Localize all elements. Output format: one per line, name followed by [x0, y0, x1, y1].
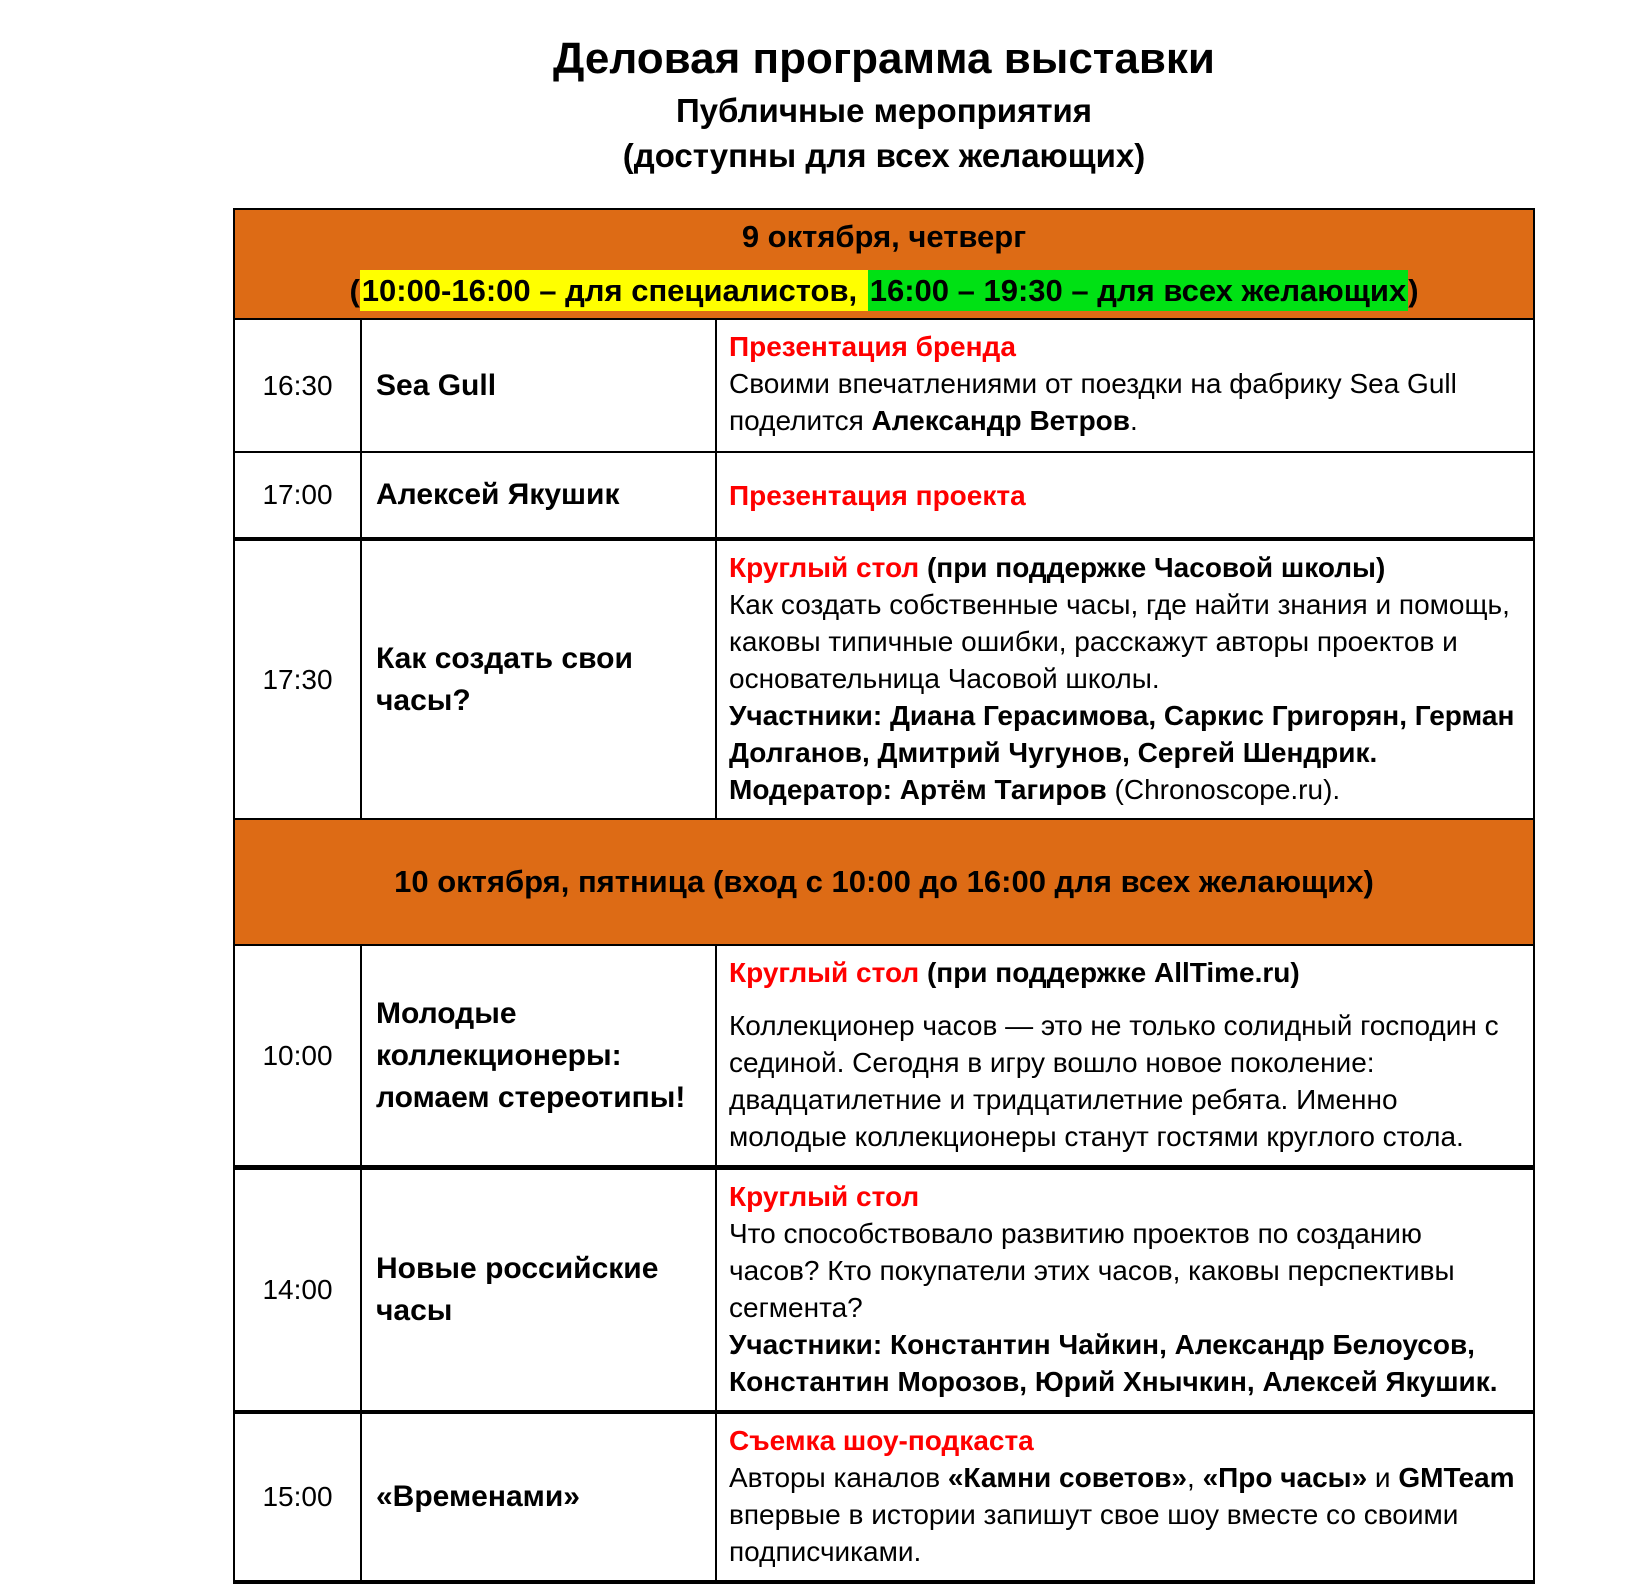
event-channel-1: «Камни советов»	[947, 1462, 1188, 1493]
event-moderator-site: (Chronoscope.ru).	[1106, 774, 1341, 805]
day2-header-band	[235, 820, 1533, 946]
day1-header-band	[235, 210, 1533, 320]
event-row-young-collectors	[235, 946, 1533, 1170]
event-row-vremenami	[235, 1414, 1533, 1580]
event-body-text: Коллекционер часов — это не только солидный господин с сединой. Сегодня в игру вошло новое поколение: двадцатилетние и тридцатилетние ребята. Именно молодые коллекционеры станут гостями круглого стола.	[729, 1010, 1499, 1152]
schedule-table	[233, 208, 1535, 1584]
event-time: 10:00	[235, 946, 362, 1165]
event-type-sponsor: (при поддержке AllTime.ru)	[919, 957, 1300, 988]
day1-admission-times	[349, 271, 1418, 311]
event-row-create-watch	[235, 541, 1533, 820]
event-title: Новые российские часы	[362, 1170, 717, 1410]
event-description	[717, 1414, 1533, 1580]
event-moderator: Модератор: Артём Тагиров	[729, 774, 1107, 805]
event-description	[717, 1170, 1533, 1410]
event-time: 14:00	[235, 1170, 362, 1410]
event-row-yakushik	[235, 453, 1533, 541]
event-type-label: Круглый стол	[729, 957, 920, 988]
event-title: Как создать свои часы?	[362, 541, 717, 818]
event-time: 17:30	[235, 541, 362, 818]
page-title: Деловая программа выставки	[553, 34, 1215, 83]
event-body-text: Авторы каналов	[729, 1462, 948, 1493]
event-title: Молодые коллекционеры: ломаем стереотипы!	[362, 946, 717, 1165]
event-description	[717, 541, 1533, 818]
day1-specialists-highlight: 10:00-16:00 – для специалистов,	[360, 270, 868, 311]
event-participants: Участники: Константин Чайкин, Александр Белоусов, Константин Морозов, Юрий Хнычкин, Алексей Якушик.	[729, 1329, 1498, 1397]
day2-date: 10 октября, пятница (вход с 10:00 до 16:00 для всех желающих)	[394, 864, 1374, 899]
day1-open-paren: (	[349, 273, 360, 308]
event-type-sponsor: (при поддержке Часовой школы)	[919, 552, 1386, 583]
event-body-text: Своими впечатлениями от поездки на фабрику Sea Gull поделится	[729, 368, 1457, 436]
document-header	[233, 30, 1535, 178]
event-time: 17:00	[235, 453, 362, 537]
event-sep-2: и	[1367, 1462, 1399, 1493]
day1-public-highlight: 16:00 – 19:30 – для всех желающих	[868, 270, 1408, 311]
event-type-label: Презентация проекта	[729, 479, 1026, 511]
page-subtitle: Публичные мероприятия	[675, 92, 1093, 129]
event-body-tail: впервые в истории запишут свое шоу вместе со своими подписчиками.	[729, 1499, 1459, 1567]
page-subtitle-note: (доступны для всех желающих)	[622, 137, 1146, 174]
day1-date: 9 октября, четверг	[741, 219, 1027, 254]
event-type-label: Презентация бренда	[729, 331, 1016, 362]
event-title: Алексей Якушик	[362, 453, 717, 537]
event-description	[717, 320, 1533, 451]
event-participants: Участники: Диана Герасимова, Саркис Григорян, Герман Долганов, Дмитрий Чугунов, Сергей Шендрик.	[729, 700, 1515, 768]
event-body-text: Как создать собственные часы, где найти знания и помощь, каковы типичные ошибки, расскажут авторы проектов и основательница Часовой школы.	[729, 589, 1510, 694]
event-type-line	[729, 954, 1515, 991]
event-body-text: Что способствовало развитию проектов по созданию часов? Кто покупатели этих часов, каковы перспективы сегмента?	[729, 1218, 1455, 1323]
event-channel-2: «Про часы»	[1202, 1462, 1368, 1493]
event-type-label: Круглый стол	[729, 1181, 920, 1212]
event-row-sea-gull	[235, 320, 1533, 453]
event-speaker-name: Александр Ветров	[871, 405, 1130, 436]
event-body-period: .	[1130, 405, 1138, 436]
event-description	[717, 453, 1533, 537]
event-channel-3: GMTeam	[1398, 1462, 1515, 1493]
event-title: «Временами»	[362, 1414, 717, 1580]
event-type-label: Круглый стол	[729, 552, 920, 583]
event-title: Sea Gull	[362, 320, 717, 451]
event-sep-1: ,	[1187, 1462, 1203, 1493]
event-time: 16:30	[235, 320, 362, 451]
event-row-new-russian-watches	[235, 1170, 1533, 1414]
event-type-label: Съемка шоу-подкаста	[729, 1425, 1034, 1456]
event-time: 15:00	[235, 1414, 362, 1580]
day1-close-paren: )	[1408, 273, 1419, 308]
event-description	[717, 946, 1533, 1165]
